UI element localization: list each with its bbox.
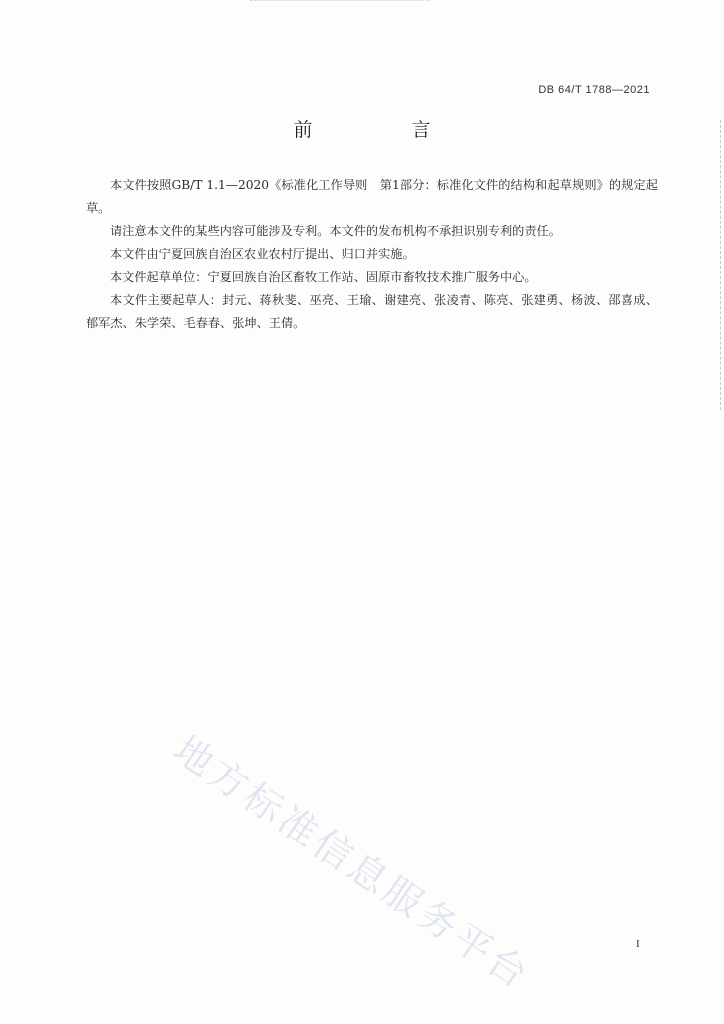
paragraph-proposer: 本文件由宁夏回族自治区农业农村厅提出、归口并实施。 [110, 247, 415, 261]
paragraph-drafting-rules: 本文件按照GB/T 1.1—2020《标准化工作导则 第1部分：标准化文件的结构和起草规则》的规定起草。 [86, 178, 658, 215]
paragraph-drafters: 本文件主要起草人：封元、蒋秋斐、巫亮、王瑜、谢建亮、张凌青、陈亮、张建勇、杨波、邵喜成、郁军杰、朱学荣、毛春春、张坤、王倩。 [86, 293, 658, 330]
watermark: 地方标准信息服务平台 [165, 727, 539, 999]
paragraph-drafting-units: 本文件起草单位：宁夏回族自治区畜牧工作站、固原市畜牧技术推广服务中心。 [110, 270, 537, 284]
scan-mark-top [250, 0, 430, 3]
foreword-body [86, 174, 658, 335]
paragraph-patent-notice: 请注意本文件的某些内容可能涉及专利。本文件的发布机构不承担识别专利的责任。 [110, 224, 561, 238]
page-title: 前 言 [293, 119, 471, 141]
page-number: I [636, 938, 640, 950]
scan-edge-right [720, 120, 724, 410]
standard-code: DB 64/T 1788—2021 [538, 84, 650, 96]
